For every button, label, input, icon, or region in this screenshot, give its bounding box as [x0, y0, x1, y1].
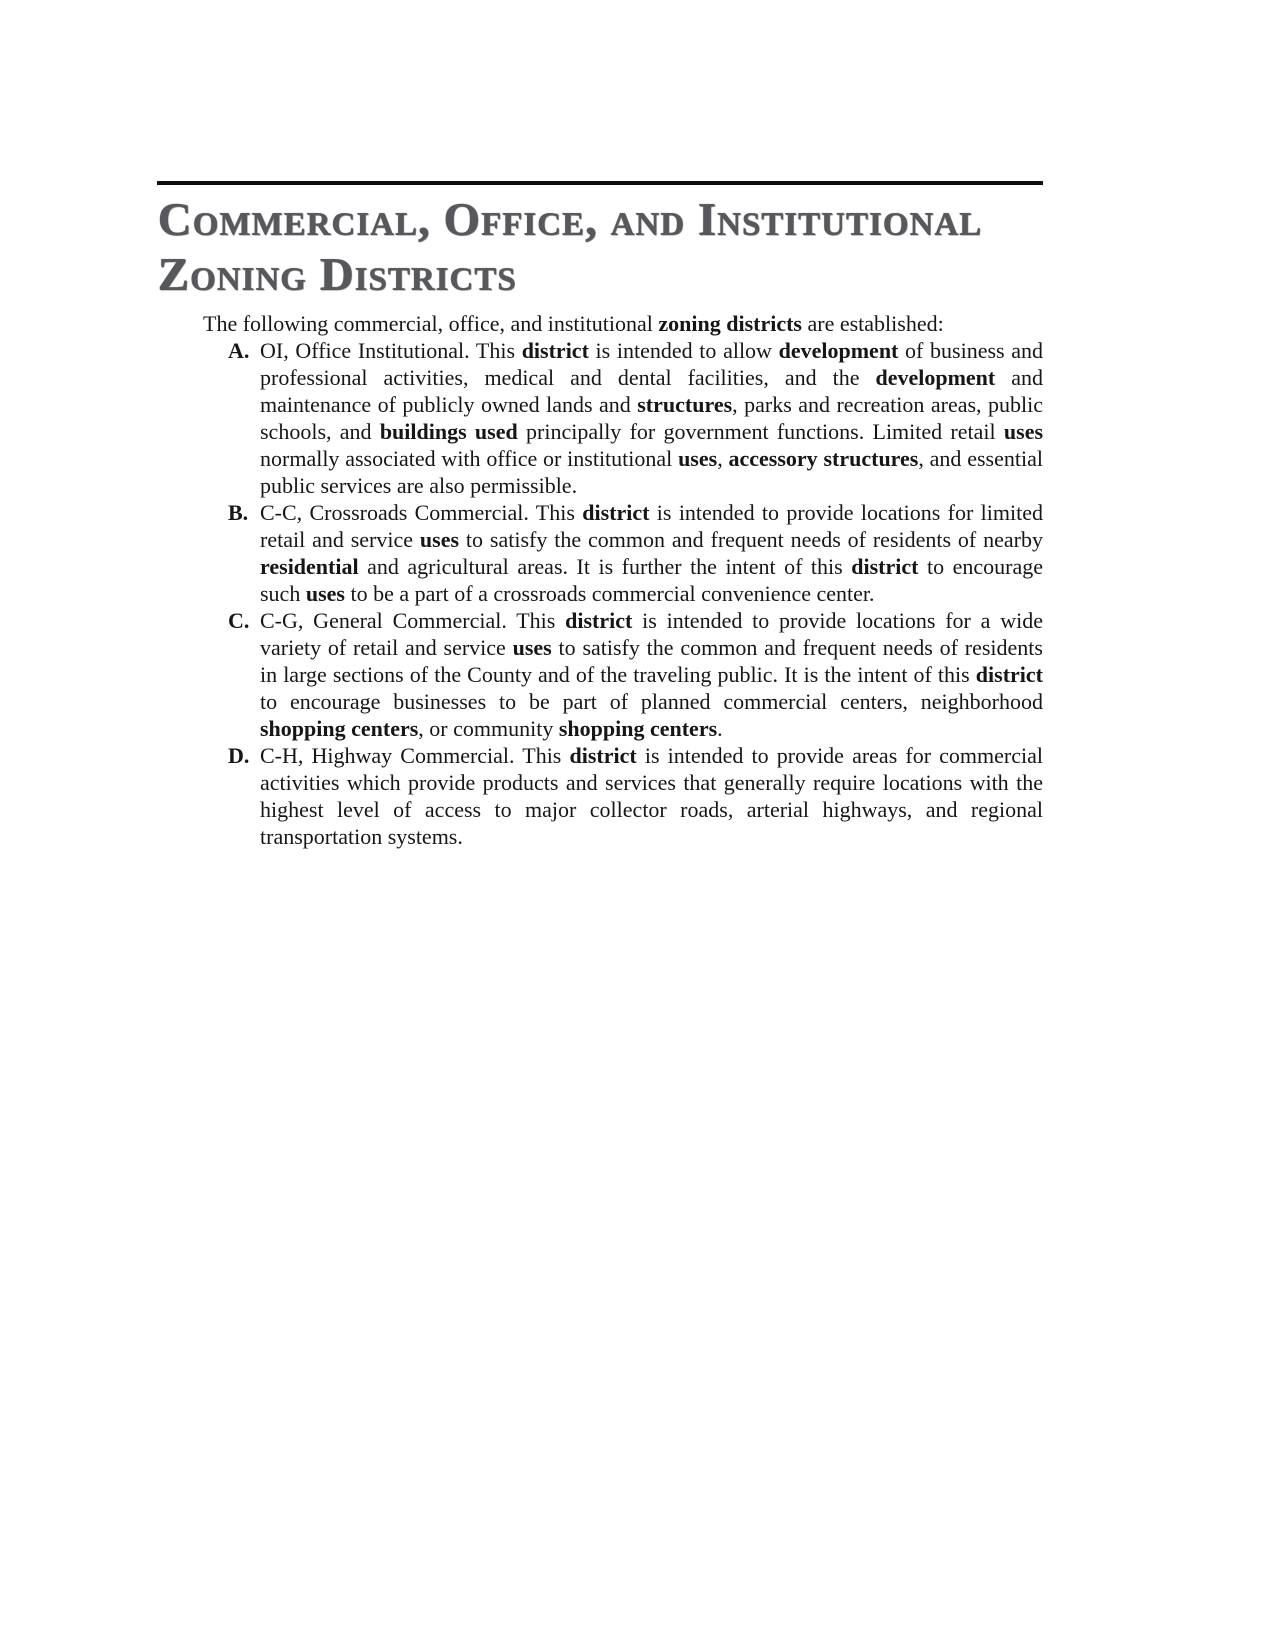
text-segment: structures	[637, 392, 733, 417]
text-segment: residential	[260, 554, 359, 579]
text-segment: .	[717, 716, 723, 741]
list-item-oi	[157, 337, 1043, 499]
text-segment: development	[875, 365, 996, 390]
text-segment: C-C, Crossroads Commercial. This	[260, 500, 583, 525]
text-segment: development	[778, 338, 899, 363]
item-label: D.	[228, 743, 250, 768]
text-segment: to be a part of a crossroads commercial convenience center.	[344, 581, 875, 606]
text-segment: district	[521, 338, 589, 363]
text-segment: uses	[419, 527, 460, 552]
text-segment: district	[851, 554, 919, 579]
item-text	[260, 608, 1043, 741]
top-rule	[157, 181, 1043, 185]
text-segment: uses	[512, 635, 552, 660]
text-segment: of business and professional activities, medical and dental facilities, and the	[260, 338, 1044, 390]
text-segment: and maintenance of publicly owned lands and	[260, 365, 1043, 417]
text-segment: is intended to provide areas for commercial activities which provide products and services that generally require locations with the highest level of access to major collector roads, arterial highways, and regional transportation systems.	[260, 743, 1043, 849]
text-segment: , or community	[418, 716, 559, 741]
text-segment: , parks and recreation areas, public schools, and	[260, 392, 1043, 444]
text-segment: C-G, General Commercial. This	[260, 608, 566, 633]
text-segment: to satisfy the common and frequent needs of residents of nearby	[459, 527, 1043, 552]
text-segment: ,	[717, 446, 729, 471]
list-item-cg	[157, 607, 1043, 742]
text-segment: , and essential public services are also permissible.	[260, 446, 1043, 498]
item-label: B.	[228, 500, 249, 525]
text-segment: is intended to provide locations for limited retail and service	[260, 500, 1043, 552]
text-segment: principally for government functions. Limited retail	[517, 419, 1004, 444]
intro-paragraph	[203, 310, 1040, 337]
page-title	[158, 193, 1058, 303]
text-segment: uses	[678, 446, 718, 471]
text-segment: district	[565, 608, 633, 633]
text-segment: is intended to provide locations for a wide variety of retail and service	[260, 608, 1043, 660]
list-item-ch	[157, 742, 1043, 850]
text-segment: zoning districts	[658, 311, 802, 336]
text-segment: district	[569, 743, 637, 768]
text-segment: district	[975, 662, 1043, 687]
text-segment: shopping centers	[260, 716, 419, 741]
text-segment: normally associated with office or institutional	[260, 446, 679, 471]
zoning-district-list	[157, 337, 1043, 850]
document-body	[157, 310, 1043, 850]
text-segment: to encourage such	[260, 554, 1043, 606]
text-segment: buildings used	[379, 419, 518, 444]
page-title-line1: Commercial, Office, and Institutional	[158, 194, 983, 246]
text-segment: C-H, Highway Commercial. This	[260, 743, 570, 768]
item-text	[260, 338, 1043, 498]
item-label: A.	[228, 338, 250, 363]
text-segment: shopping centers	[558, 716, 718, 741]
text-segment: to encourage businesses to be part of planned commercial centers, neighborhood	[260, 689, 1043, 714]
item-text	[260, 500, 1043, 606]
text-segment: The following commercial, office, and institutional	[203, 311, 659, 336]
text-segment: and agricultural areas. It is further the intent of this	[358, 554, 852, 579]
page-title-line2: Zoning Districts	[158, 249, 517, 301]
text-segment: accessory structures	[728, 446, 919, 471]
text-segment: to satisfy the common and frequent needs of residents in large sections of the County and of the traveling public. It is the intent of this	[260, 635, 1043, 687]
text-segment: is intended to allow	[588, 338, 779, 363]
text-segment: OI, Office Institutional. This	[260, 338, 522, 363]
item-text	[260, 743, 1043, 849]
list-item-cc	[157, 499, 1043, 607]
item-label: C.	[228, 608, 250, 633]
text-segment: uses	[305, 581, 345, 606]
text-segment: are established:	[802, 311, 944, 336]
text-segment: uses	[1003, 419, 1044, 444]
text-segment: district	[582, 500, 650, 525]
